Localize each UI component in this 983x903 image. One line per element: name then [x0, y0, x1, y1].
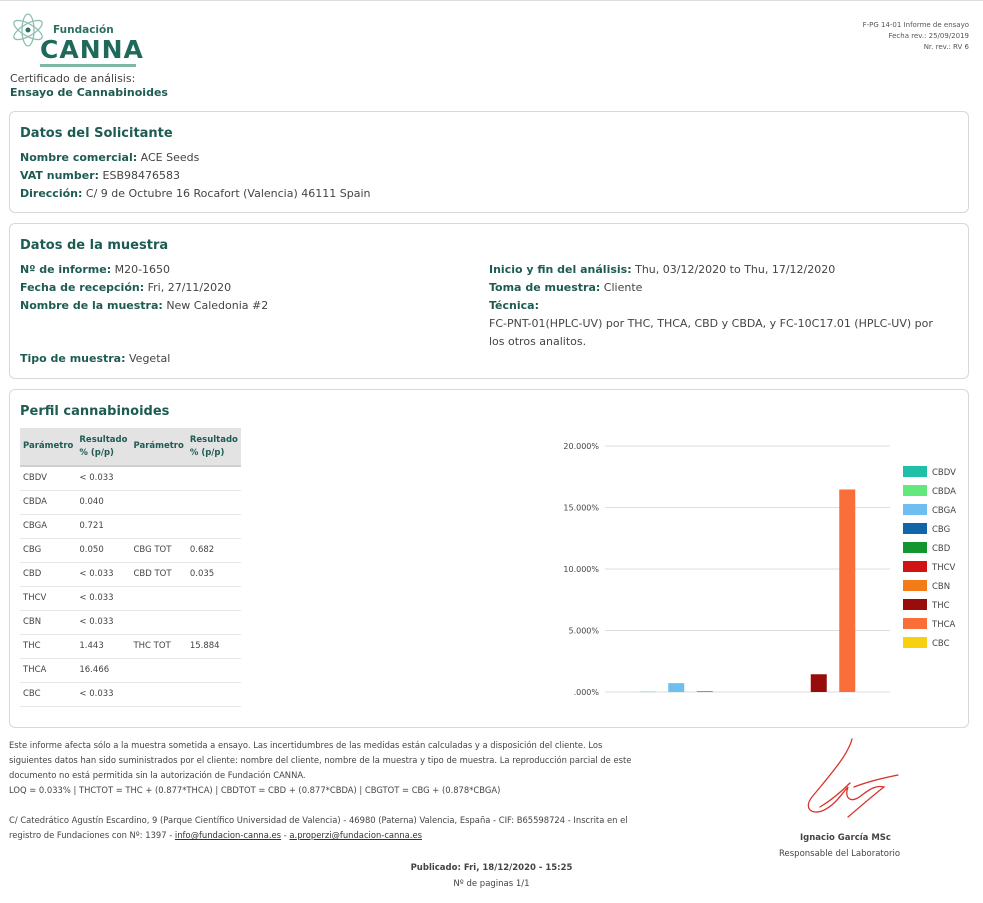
total-parameter-cell: [130, 682, 186, 706]
revision-number: Nr. rev.: RV 6: [923, 43, 969, 51]
technique-label: Técnica:: [489, 299, 539, 312]
y-tick-label: 10.000%: [563, 565, 599, 574]
address-value: C/ 9 de Octubre 16 Rocafort (Valencia) 46111 Spain: [85, 187, 371, 200]
total-parameter-cell: [130, 490, 186, 514]
published-date: Publicado: Fri, 18/12/2020 - 15:25: [410, 863, 573, 873]
cannabinoid-profile-panel: [9, 389, 969, 728]
total-result-cell: [187, 490, 241, 514]
total-parameter-cell: [130, 610, 186, 634]
address-row: [20, 187, 370, 200]
bar-cbda: [640, 692, 656, 693]
result-cell: 0.721: [76, 514, 130, 538]
legend-swatch: [903, 523, 927, 534]
total-result-cell: 15.884: [187, 634, 241, 658]
legend-label: THCA: [932, 620, 956, 630]
analysis-dates-value: Thu, 03/12/2020 to Thu, 17/12/2020: [635, 263, 836, 276]
sample-name-row: [20, 299, 268, 312]
total-result-cell: [187, 586, 241, 610]
parameter-cell: CBGA: [20, 514, 76, 538]
report-number-value: M20-1650: [114, 263, 171, 276]
applicant-heading: Datos del Solicitante: [20, 126, 173, 141]
profile-heading: Perfil cannabinoides: [20, 404, 170, 419]
legend-swatch: [903, 542, 927, 553]
sample-type-label: Tipo de muestra:: [20, 352, 126, 365]
signatory-name: Ignacio García MSc: [800, 833, 891, 843]
legend-label: CBDV: [932, 468, 956, 478]
y-tick-label: 20.000%: [563, 442, 599, 451]
parameter-cell: CBDV: [20, 466, 76, 490]
legend-swatch: [903, 580, 927, 591]
header-parameter: Parámetro: [20, 428, 76, 466]
legend-swatch: [903, 504, 927, 515]
header-result-total: Resultado % (p/p): [187, 428, 241, 466]
table-row: [20, 466, 241, 490]
total-result-cell: [187, 514, 241, 538]
result-cell: < 0.033: [76, 466, 130, 490]
address-line-1: C/ Catedrático Agustín Escardino, 9 (Parque Científico Universidad de Valencia) - 46980 (Paterna) Valencia, España - CIF: B65598724 - Inscrita en el: [9, 815, 628, 825]
sample-panel: [9, 223, 969, 379]
analysis-dates-label: Inicio y fin del análisis:: [489, 263, 632, 276]
reception-date-row: [20, 281, 231, 294]
report-number-label: Nº de informe:: [20, 263, 112, 276]
cannabinoid-bar-chart: [530, 432, 965, 702]
vat-label: VAT number:: [20, 169, 100, 182]
legend-label: CBGA: [932, 506, 957, 516]
parameter-cell: CBC: [20, 682, 76, 706]
table-row: [20, 586, 241, 610]
commercial-name-value: ACE Seeds: [140, 151, 200, 164]
sampling-value: Cliente: [603, 281, 643, 294]
parameter-cell: THC: [20, 634, 76, 658]
form-code: F-PG 14-01 Informe de ensayo: [862, 21, 969, 29]
report-number-row: [20, 263, 170, 276]
disclaimer-line-1: Este informe afecta sólo a la muestra sometida a ensayo. Las incertidumbres de las medidas están calculadas y a disposición del cliente. Los: [9, 740, 603, 750]
legend-swatch: [903, 599, 927, 610]
legend-label: THCV: [932, 563, 956, 573]
parameter-cell: CBN: [20, 610, 76, 634]
sample-name-label: Nombre de la muestra:: [20, 299, 163, 312]
bar-cbg: [697, 691, 713, 692]
legend-label: CBDA: [932, 487, 956, 497]
result-cell: 16.466: [76, 658, 130, 682]
sample-type-value: Vegetal: [129, 352, 171, 365]
y-tick-label: 5.000%: [568, 626, 599, 636]
table-row: [20, 538, 241, 562]
total-parameter-cell: [130, 466, 186, 490]
total-result-cell: [187, 466, 241, 490]
legend-label: CBN: [932, 582, 951, 592]
total-parameter-cell: THC TOT: [130, 634, 186, 658]
disclaimer-line-2: siguientes datos han sido suministrados por el cliente: nombre del cliente, nombre de la muestra y tipo de muestra. La reproducción parcial de este: [9, 755, 632, 765]
bar-cbga: [668, 683, 684, 692]
table-row: [20, 658, 241, 682]
parameter-cell: CBG: [20, 538, 76, 562]
vat-row: [20, 169, 180, 182]
result-cell: 1.443: [76, 634, 130, 658]
table-row: [20, 610, 241, 634]
revision-date: Fecha rev.: 25/09/2019: [888, 32, 969, 40]
cannabinoid-table: [20, 428, 241, 707]
parameter-cell: THCA: [20, 658, 76, 682]
info-email-link[interactable]: info@fundacion-canna.es: [174, 830, 282, 840]
legend-label: CBG: [932, 525, 951, 535]
commercial-name-label: Nombre comercial:: [20, 151, 138, 164]
footer-notes: [9, 738, 631, 843]
sample-heading: Datos de la muestra: [20, 238, 169, 253]
bar-thca: [839, 489, 855, 692]
technique-line-1: FC-PNT-01(HPLC-UV) por THC, THCA, CBD y CBDA, y FC-10C17.01 (HPLC-UV) por: [489, 317, 933, 330]
sample-type-row: [20, 352, 170, 365]
table-row: [20, 514, 241, 538]
logo-underline: [40, 64, 136, 67]
total-result-cell: [187, 658, 241, 682]
result-cell: < 0.033: [76, 610, 130, 634]
result-cell: 0.050: [76, 538, 130, 562]
table-row: [20, 562, 241, 586]
fundacion-canna-logo: [10, 10, 144, 65]
signatory-role: Responsable del Laboratorio: [779, 849, 901, 859]
certificate-label: Certificado de análisis:: [10, 72, 136, 85]
total-result-cell: 0.682: [187, 538, 241, 562]
total-parameter-cell: CBG TOT: [130, 538, 186, 562]
parameter-cell: CBDA: [20, 490, 76, 514]
vat-value: ESB98476583: [102, 169, 181, 182]
top-divider: [0, 0, 983, 1]
bar-thc: [811, 674, 827, 692]
logo-subtitle: Fundación: [53, 24, 114, 36]
table-header-row: [20, 428, 241, 466]
address-line-2: [9, 828, 631, 843]
applicant-panel: [9, 111, 969, 213]
certificate-title: Ensayo de Cannabinoides: [10, 86, 168, 99]
table-row: [20, 682, 241, 706]
commercial-name-row: [20, 151, 199, 164]
legend-label: CBC: [932, 639, 950, 649]
legend-swatch: [903, 466, 927, 477]
parameter-cell: THCV: [20, 586, 76, 610]
result-cell: < 0.033: [76, 586, 130, 610]
result-cell: < 0.033: [76, 562, 130, 586]
legend-swatch: [903, 561, 927, 572]
parameter-cell: CBD: [20, 562, 76, 586]
document-info: [863, 20, 969, 53]
total-parameter-cell: [130, 586, 186, 610]
y-tick-label: .000%: [573, 688, 599, 697]
table-row: [20, 490, 241, 514]
legend-label: CBD: [932, 544, 951, 554]
handwritten-signature: [790, 735, 905, 825]
legend-swatch: [903, 485, 927, 496]
sample-name-value: New Caledonia #2: [166, 299, 269, 312]
total-parameter-cell: CBD TOT: [130, 562, 186, 586]
total-result-cell: [187, 610, 241, 634]
y-tick-label: 15.000%: [563, 503, 599, 513]
sampling-row: [489, 281, 642, 294]
header-result: Resultado % (p/p): [76, 428, 130, 466]
reception-date-label: Fecha de recepción:: [20, 281, 145, 294]
technique-label-row: [489, 299, 539, 312]
registry-text: registro de Fundaciones con Nº: 1397 -: [9, 830, 175, 840]
result-cell: 0.040: [76, 490, 130, 514]
total-result-cell: [187, 682, 241, 706]
sampling-label: Toma de muestra:: [489, 281, 601, 294]
legend-swatch: [903, 637, 927, 648]
table-row: [20, 634, 241, 658]
separator: -: [281, 830, 290, 840]
legend-label: THC: [932, 601, 950, 611]
legend-swatch: [903, 618, 927, 629]
total-parameter-cell: [130, 658, 186, 682]
disclaimer-line-3: documento no está permitida sin la autorización de Fundación CANNA.: [9, 770, 306, 780]
page-count: Nº de paginas 1/1: [453, 879, 530, 889]
result-cell: < 0.033: [76, 682, 130, 706]
total-result-cell: 0.035: [187, 562, 241, 586]
header-parameter-total: Parámetro: [130, 428, 186, 466]
address-label: Dirección:: [20, 187, 83, 200]
reception-date-value: Fri, 27/11/2020: [147, 281, 232, 294]
technique-line-2: los otros analitos.: [489, 335, 587, 348]
analysis-dates-row: [489, 263, 835, 276]
formula-line: LOQ = 0.033% | THCTOT = THC + (0.877*THCA) | CBDTOT = CBD + (0.877*CBDA) | CBGTOT = CBG + (0.878*CBGA): [9, 785, 501, 795]
total-parameter-cell: [130, 514, 186, 538]
logo-name: CANNA: [40, 35, 144, 64]
contact-email-link[interactable]: a.properzi@fundacion-canna.es: [289, 830, 422, 840]
